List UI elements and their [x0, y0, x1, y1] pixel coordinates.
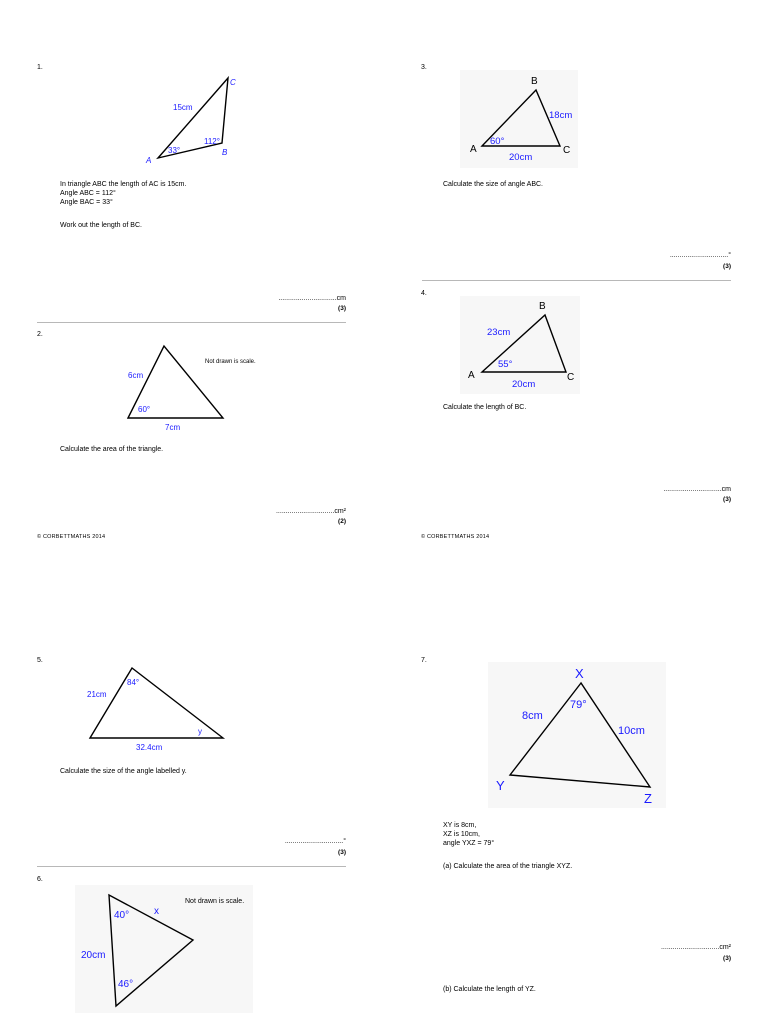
q2-note: Not drawn is scale.	[205, 359, 256, 365]
q5-answer-line: ..............................°	[284, 838, 346, 845]
q1-label-side-ac: 15cm	[173, 103, 193, 112]
q6-label-angle-bottom: 46°	[118, 979, 134, 990]
q3-label-side-ac: 20cm	[509, 152, 533, 163]
q7-label-angle-x: 79°	[570, 699, 587, 711]
q2-label-side-base: 7cm	[165, 423, 181, 432]
q5-label-angle-y: y	[198, 727, 202, 736]
q4-triangle-figure	[460, 296, 582, 396]
q4-label-side-ab: 23cm	[487, 327, 511, 338]
q5-triangle-figure	[78, 660, 228, 755]
q2-label-angle: 60°	[138, 405, 151, 414]
q4-label-angle-a: 55°	[498, 359, 513, 370]
q7-text-1: XY is 8cm,	[443, 822, 477, 829]
q7-label-vertex-x: X	[575, 666, 584, 681]
q3-marks: (3)	[723, 263, 731, 270]
q7-triangle-figure	[488, 662, 668, 812]
q3-answer-line: ..............................°	[669, 252, 731, 259]
q6-label-side-x: x	[154, 906, 159, 917]
q7-part-a: (a) Calculate the area of the triangle XYZ.	[443, 863, 573, 870]
q7-marks-a: (3)	[723, 955, 731, 962]
q1-label-angle-a: 33°	[168, 146, 181, 155]
q5-task: Calculate the size of the angle labelled y.	[60, 768, 187, 775]
q3-number: 3.	[421, 64, 427, 71]
q5-label-side-base: 32.4cm	[136, 743, 163, 752]
q3-label-side-bc: 18cm	[549, 110, 573, 121]
q1-text-3: Angle BAC = 33°	[60, 199, 113, 206]
q3-label-vertex-c: C	[563, 145, 571, 156]
q7-label-side-xz: 10cm	[618, 725, 645, 737]
q2-number: 2.	[37, 331, 43, 338]
q3-label-vertex-b: B	[531, 76, 538, 87]
q5-marks: (3)	[338, 849, 346, 856]
q7-label-vertex-y: Y	[496, 778, 505, 793]
q7-text-3: angle YXZ = 79°	[443, 840, 495, 847]
q2-label-side-left: 6cm	[128, 371, 144, 380]
q7-number: 7.	[421, 657, 427, 664]
q7-label-side-xy: 8cm	[522, 710, 543, 722]
q2-answer-line: ..............................cm²	[275, 508, 346, 515]
q1-label-vertex-a: A	[146, 156, 152, 165]
q4-marks: (3)	[723, 496, 731, 503]
q6-label-angle-top: 40°	[114, 910, 130, 921]
q4-label-vertex-a: A	[468, 370, 475, 381]
q1-label-angle-b: 112°	[204, 137, 220, 146]
divider	[37, 866, 346, 867]
q6-label-side-left: 20cm	[81, 950, 106, 961]
q1-task: Work out the length of BC.	[60, 222, 142, 229]
q4-task: Calculate the length of BC.	[443, 404, 527, 411]
q3-triangle-figure	[460, 70, 580, 170]
q1-number: 1.	[37, 64, 43, 71]
q5-label-angle-top: 84°	[127, 678, 140, 687]
q6-note: Not drawn is scale.	[185, 898, 245, 905]
q4-number: 4.	[421, 290, 427, 297]
q7-text-2: XZ is 10cm,	[443, 831, 480, 838]
q1-marks: (3)	[338, 305, 346, 312]
q4-label-vertex-b: B	[539, 301, 546, 312]
q7-answer-line-a: ..............................cm²	[660, 944, 731, 951]
q2-triangle-figure	[110, 340, 230, 435]
q1-text-1: In triangle ABC the length of AC is 15cm.	[60, 181, 187, 188]
footer-left: © CORBETTMATHS 2014	[37, 534, 106, 540]
q5-number: 5.	[37, 657, 43, 664]
q1-triangle-figure	[140, 70, 240, 165]
q1-answer-line: ..............................cm	[278, 295, 346, 302]
q6-number: 6.	[37, 876, 43, 883]
q7-part-b: (b) Calculate the length of YZ.	[443, 986, 536, 993]
q5-label-side-left: 21cm	[87, 690, 107, 699]
footer-right: © CORBETTMATHS 2014	[421, 534, 490, 540]
q4-answer-line: ..............................cm	[663, 486, 731, 493]
q4-label-vertex-c: C	[567, 372, 575, 383]
q2-marks: (2)	[338, 518, 346, 525]
q1-text-2: Angle ABC = 112°	[60, 190, 116, 197]
q1-label-vertex-b: B	[222, 148, 228, 157]
q3-label-angle-a: 60°	[490, 136, 505, 147]
q2-task: Calculate the area of the triangle.	[60, 446, 164, 453]
q3-task: Calculate the size of angle ABC.	[443, 181, 544, 188]
q3-label-vertex-a: A	[470, 144, 477, 155]
q4-label-side-ac: 20cm	[512, 379, 536, 390]
q7-label-vertex-z: Z	[644, 791, 652, 806]
q1-label-vertex-c: C	[230, 78, 236, 87]
divider	[422, 280, 731, 281]
divider	[37, 322, 346, 323]
